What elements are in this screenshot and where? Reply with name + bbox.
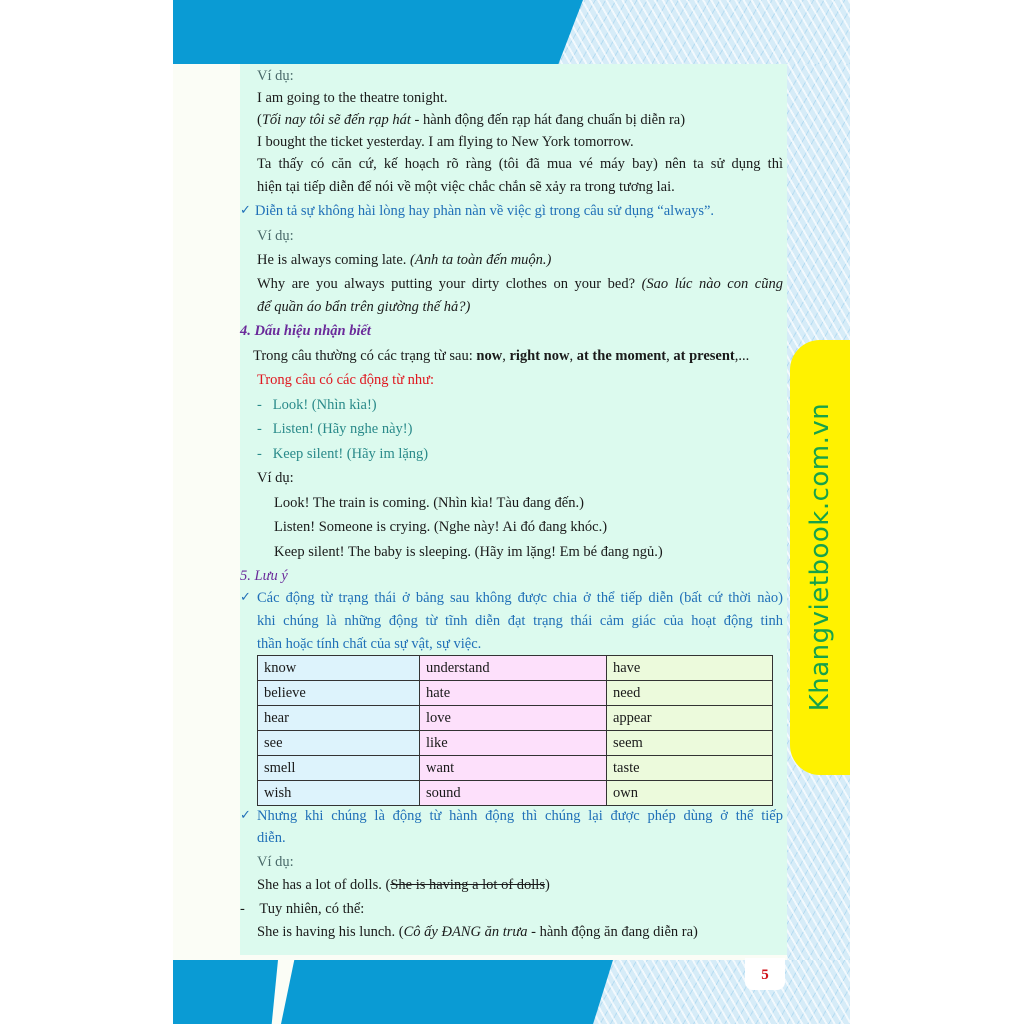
example-sentence <box>257 922 698 942</box>
sentence: She has a lot of dolls. ( <box>257 877 391 893</box>
signal-verbs-heading: Trong câu có các động từ như: <box>257 372 435 388</box>
table-row <box>258 656 773 681</box>
example-label: Ví dụ: <box>257 68 294 84</box>
example-label: Ví dụ: <box>257 470 294 486</box>
table-cell: understand <box>420 656 607 681</box>
example-label: Ví dụ: <box>257 854 294 870</box>
stative-verbs-table <box>257 655 773 806</box>
table-cell: wish <box>258 781 420 806</box>
page-number: 5 <box>745 958 785 990</box>
list-item-text: Look! (Nhìn kìa!) <box>272 397 377 413</box>
table-cell: see <box>258 731 420 756</box>
bullet-stative: Các động từ trạng thái ở bảng sau không được chia ở thể tiếp diễn (bất cứ thời nào) <box>257 590 783 606</box>
table-cell: seem <box>607 731 773 756</box>
section-heading-5: 5. Lưu ý <box>240 568 288 584</box>
table-cell: smell <box>258 756 420 781</box>
translation-note: - hành động ăn đang diễn ra) <box>527 924 698 940</box>
paragraph-line: hiện tại tiếp diễn để nói về một việc chắc chắn sẽ xảy ra trong tương lai. <box>257 179 675 195</box>
table-cell: taste <box>607 756 773 781</box>
decorative-pattern-bottom <box>583 960 850 1024</box>
table-cell: believe <box>258 681 420 706</box>
example-label: Ví dụ: <box>257 228 294 244</box>
decorative-pattern-top <box>553 0 850 64</box>
table-row <box>258 731 773 756</box>
translation: (Tối nay tôi sẽ đến rạp hát - hành động đến rạp hát đang chuẩn bị diễn ra) <box>257 112 686 128</box>
example-sentence: She has a lot of dolls. (She is having a lot of dolls) <box>257 877 550 893</box>
paragraph-line: Ta thấy có căn cứ, kế hoạch rõ ràng (tôi đã mua vé máy bay) nên ta sử dụng thì <box>257 156 783 172</box>
table-cell: know <box>258 656 420 681</box>
footer-band <box>281 960 613 1024</box>
bullet-action: Nhưng khi chúng là động từ hành động thì chúng lại được phép dùng ở thể tiếp <box>257 808 783 824</box>
translation-italic: (Sao lúc nào con cũng <box>641 276 783 292</box>
keyword: at the moment <box>576 348 667 364</box>
bullet-stative: khi chúng là những động từ tĩnh diễn đạt trạng thái cảm giác của hoạt động tinh <box>257 613 783 629</box>
example-sentence: Keep silent! The baby is sleeping. (Hãy im lặng! Em bé đang ngủ.) <box>274 544 663 560</box>
table-cell: want <box>420 756 607 781</box>
keyword: right now <box>509 348 570 364</box>
table-row <box>258 781 773 806</box>
bullet-always: Diễn tả sự không hài lòng hay phàn nàn về việc gì trong câu sử dụng “always”. <box>255 203 715 219</box>
example-sentence: I bought the ticket yesterday. I am flying to New York tomorrow. <box>257 134 634 150</box>
table-row <box>258 706 773 731</box>
sentence: He is always coming late. <box>257 252 411 268</box>
table-cell: have <box>607 656 773 681</box>
example-sentence <box>257 274 783 294</box>
table-cell: hear <box>258 706 420 731</box>
footer-band-left <box>173 960 278 1024</box>
translation-italic: Cô ấy ĐANG ăn trưa <box>403 924 528 940</box>
checkmark-icon: ✓ <box>240 590 251 605</box>
example-sentence: Look! The train is coming. (Nhìn kìa! Tàu đang đến.) <box>274 495 584 511</box>
note: - Tuy nhiên, có thể: <box>240 901 365 917</box>
signal-adverbs: Trong câu thường có các trạng từ sau: now, right now, at the moment, at present,... <box>253 348 750 364</box>
list-item: - Keep silent! (Hãy im lặng) <box>257 446 429 462</box>
list-item-text: Listen! (Hãy nghe này!) <box>272 421 413 437</box>
list-item-text: Keep silent! (Hãy im lặng) <box>272 446 429 462</box>
checkmark-icon: ✓ <box>240 808 251 823</box>
list-item: - Look! (Nhìn kìa!) <box>257 397 377 413</box>
table-cell: like <box>420 731 607 756</box>
note-text: Tuy nhiên, có thể: <box>259 901 365 917</box>
example-sentence: I am going to the theatre tonight. <box>257 90 448 106</box>
translation-note: - hành động đến rạp hát đang chuẩn bị diễn ra) <box>410 112 686 128</box>
list-item: - Listen! (Hãy nghe này!) <box>257 421 413 437</box>
text: Trong câu thường có các trạng từ sau: <box>253 348 477 364</box>
table-cell: love <box>420 706 607 731</box>
table-row <box>258 681 773 706</box>
example-sentence <box>257 250 551 270</box>
table-cell: sound <box>420 781 607 806</box>
table-row <box>258 756 773 781</box>
sentence: She is having his lunch. ( <box>257 924 404 940</box>
header-band <box>173 0 583 64</box>
translation <box>257 297 470 317</box>
keyword: now <box>476 348 503 364</box>
table-cell: own <box>607 781 773 806</box>
translation-italic: Tối nay tôi sẽ đến rạp hát <box>261 112 411 128</box>
translation-italic: (Anh ta toàn đến muộn.) <box>410 252 552 268</box>
keyword: at present <box>673 348 735 364</box>
section-heading-4: 4. Dấu hiệu nhận biết <box>240 323 371 339</box>
checkmark-icon: ✓ <box>240 203 251 218</box>
translation-italic: để quần áo bẩn trên giường thế hả?) <box>257 299 471 315</box>
brand-text: Khangvietbook.com.vn <box>805 402 835 712</box>
struck-sentence: She is having a lot of dolls <box>390 877 545 893</box>
table-cell: appear <box>607 706 773 731</box>
example-sentence: Listen! Someone is crying. (Nghe này! Ai đó đang khóc.) <box>274 519 608 535</box>
table-cell: need <box>607 681 773 706</box>
sentence: Why are you always putting your dirty clothes on your bed? <box>257 276 642 292</box>
table-cell: hate <box>420 681 607 706</box>
bullet-stative: thần hoặc tính chất của sự vật, sự việc. <box>257 636 482 652</box>
bullet-action: diễn. <box>257 830 286 846</box>
